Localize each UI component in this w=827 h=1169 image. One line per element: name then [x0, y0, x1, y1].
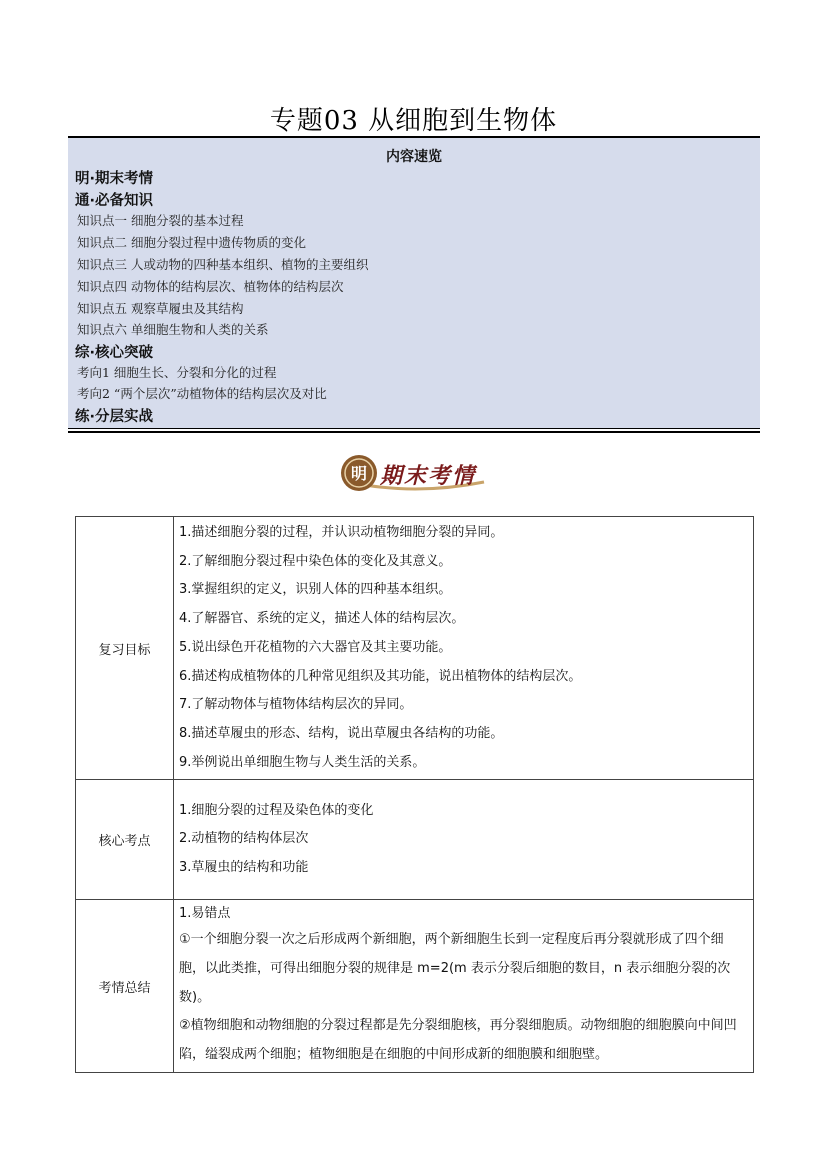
overview-item: 考向1 细胞生长、分裂和分化的过程	[77, 365, 277, 380]
row-label-summary: 考情总结	[76, 900, 174, 1073]
summary-content	[174, 900, 754, 1073]
list-item: ①一个细胞分裂一次之后形成两个新细胞，两个新细胞生长到一定程度后再分裂就形成了四个细胞，以此类推，可得出细胞分裂的规律是 m=2(m 表示分裂后细胞的数目，n 表示细胞分裂的次数)。	[179, 932, 731, 1005]
table-row	[76, 900, 754, 1073]
overview-item: 知识点三 人或动物的四种基本组织、植物的主要组织	[77, 257, 369, 272]
list-item: 1.描述细胞分裂的过程，并认识动植物细胞分裂的异同。	[179, 525, 504, 540]
list-item: 4.了解器官、系统的定义，描述人体的结构层次。	[179, 611, 465, 627]
review-goals-content	[174, 517, 754, 780]
list-item: 2.了解细胞分裂过程中染色体的变化及其意义。	[179, 553, 452, 569]
list-item: 5.说出绿色开花植物的六大器官及其主要功能。	[179, 639, 452, 655]
overview-section: 通·必备知识	[75, 193, 154, 209]
page-title: 专题03 从细胞到生物体	[269, 106, 558, 136]
overview-section: 练·分层实战	[75, 409, 154, 425]
overview-item: 知识点四 动物体的结构层次、植物体的结构层次	[77, 279, 344, 294]
overview-item: 知识点六 单细胞生物和人类的关系	[77, 322, 269, 337]
list-item: ②植物细胞和动物细胞的分裂过程都是先分裂细胞核，再分裂细胞质。动物细胞的细胞膜向中间凹陷，缢裂成两个细胞；植物细胞是在细胞的中间形成新的细胞膜和细胞壁。	[179, 1018, 737, 1063]
overview-item: 知识点二 细胞分裂过程中遗传物质的变化	[77, 235, 306, 250]
overview-item: 知识点五 观察草履虫及其结构	[77, 301, 244, 316]
info-table	[75, 516, 754, 1073]
list-item: 1.细胞分裂的过程及染色体的变化	[179, 802, 374, 818]
overview-bottom-rule	[68, 428, 760, 429]
table-row	[76, 517, 754, 780]
banner-badge-text: 明	[350, 464, 368, 483]
overview-item: 考向2 “两个层次”动植物体的结构层次及对比	[77, 386, 327, 401]
list-item: 3.掌握组织的定义，识别人体的四种基本组织。	[179, 582, 452, 598]
list-item: 8.描述草履虫的形态、结构，说出草履虫各结构的功能。	[179, 725, 504, 741]
list-item: 9.举例说出单细胞生物与人类生活的关系。	[179, 754, 426, 770]
table-row	[76, 780, 754, 900]
overview-bottom-rule-thick	[68, 431, 760, 433]
overview-heading: 内容速览	[386, 149, 442, 165]
list-item: 3.草履虫的结构和功能	[179, 860, 309, 876]
list-item: 2.动植物的结构体层次	[179, 831, 309, 847]
core-points-content	[174, 780, 754, 900]
banner-title: 期末考情	[380, 463, 477, 489]
overview-section: 综·核心突破	[75, 345, 154, 361]
list-item: 7.了解动物体与植物体结构层次的异同。	[179, 697, 413, 713]
list-item: 6.描述构成植物体的几种常见组织及其功能，说出植物体的结构层次。	[179, 668, 582, 684]
list-item: 1.易错点	[179, 906, 231, 922]
row-label-review-goals: 复习目标	[76, 517, 174, 780]
overview-section: 明·期末考情	[75, 171, 154, 187]
overview-item: 知识点一 细胞分裂的基本过程	[77, 213, 244, 228]
row-label-core-points: 核心考点	[76, 780, 174, 900]
